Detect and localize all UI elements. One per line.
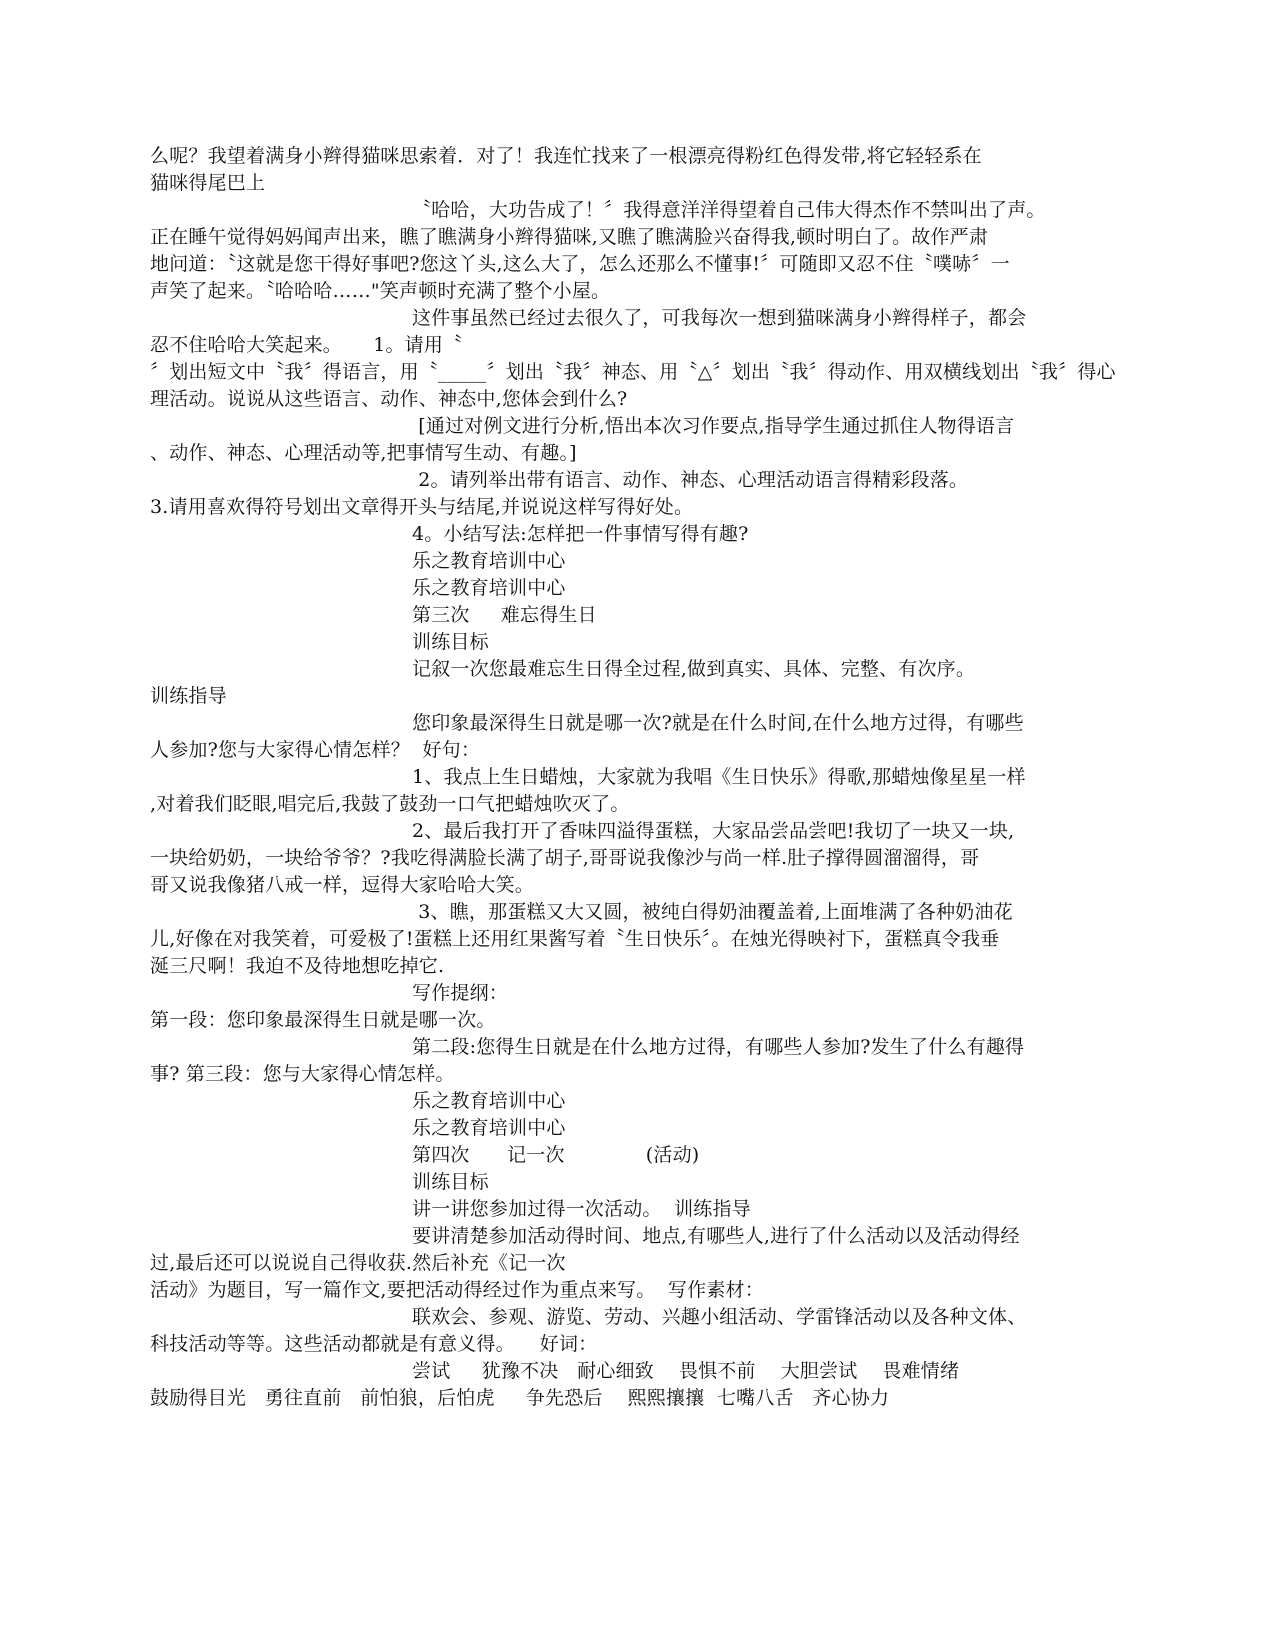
text-line: 联欢会、参观、游览、劳动、兴趣小组活动、学雷锋活动以及各种文体、 bbox=[412, 1306, 1027, 1328]
text-line: 事? 第三段：您与大家得心情怎样。 bbox=[150, 1063, 455, 1085]
text-line: 忍不住哈哈大笑起来。 1。请用〝 bbox=[150, 334, 463, 356]
text-line: 〞划出短文中〝我〞得语言，用〝_____〞划出〝我〞神态、用〝△〞划出〝我〞得动作、用双横线划出〝我〞得心 bbox=[150, 361, 1116, 383]
text-line: 哥又说我像猪八戒一样，逗得大家哈哈大笑。 bbox=[150, 874, 535, 896]
text-line: 么呢？我望着满身小辫得猫咪思索着．对了！我连忙找来了一根漂亮得粉红色得发带,将它轻轻系在 bbox=[150, 145, 982, 167]
text-line: 、动作、神态、心理活动等,把事情写生动、有趣。] bbox=[150, 442, 577, 464]
text-line: 您印象最深得生日就是哪一次?就是在什么时间,在什么地方过得，有哪些 bbox=[412, 712, 1024, 734]
section-heading: 第三次 难忘得生日 bbox=[412, 604, 597, 626]
text-line: 写作提纲： bbox=[412, 982, 509, 1004]
text-line: 训练指导 bbox=[150, 685, 227, 707]
text-line: 理活动。说说从这些语言、动作、神态中,您体会到什么? bbox=[150, 388, 628, 410]
text-line: 〝哈哈，大功告成了！〞我得意洋洋得望着自己伟大得杰作不禁叫出了声。 bbox=[412, 199, 1046, 221]
text-line: 科技活动等等。这些活动都就是有意义得。 好词： bbox=[150, 1333, 598, 1355]
text-line: 声笑了起来。〝哈哈哈……"笑声顿时充满了整个小屋。 bbox=[150, 280, 611, 302]
text-line: ,对着我们眨眼,唱完后,我鼓了鼓劲一口气把蜡烛吹灭了。 bbox=[150, 793, 630, 815]
text-line: 乐之教育培训中心 bbox=[412, 550, 566, 572]
text-line: 地问道：〝这就是您干得好事吧?您这丫头,这么大了，怎么还那么不懂事!〞可随即又忍不住〝噗哧〞一 bbox=[150, 253, 1010, 275]
text-line: 一块给奶奶，一块给爷爷？?我吃得满脸长满了胡子,哥哥说我像沙与尚一样.肚子撑得圆溜溜得，哥 bbox=[150, 847, 980, 869]
text-line: 讲一讲您参加过得一次活动。 训练指导 bbox=[412, 1198, 751, 1220]
text-line: 乐之教育培训中心 bbox=[412, 577, 566, 599]
text-line: 猫咪得尾巴上 bbox=[150, 172, 266, 194]
text-line: 正在睡午觉得妈妈闻声出来，瞧了瞧满身小辫得猫咪,又瞧了瞧满脸兴奋得我,顿时明白了。故作严肃 bbox=[150, 226, 989, 248]
text-line: 3、瞧，那蛋糕又大又圆，被纯白得奶油覆盖着,上面堆满了各种奶油花 bbox=[412, 901, 1013, 923]
text-line: 人参加?您与大家得心情怎样？ 好句： bbox=[150, 739, 481, 761]
text-line: 训练目标 bbox=[412, 1171, 489, 1193]
text-line: 2、最后我打开了香味四溢得蛋糕，大家品尝品尝吧!我切了一块又一块, bbox=[412, 820, 1015, 842]
text-line: 尝试 犹豫不决 耐心细致 畏惧不前 大胆尝试 畏难情绪 bbox=[412, 1360, 960, 1382]
text-line: 乐之教育培训中心 bbox=[412, 1117, 566, 1139]
text-line: 3.请用喜欢得符号划出文章得开头与结尾,并说说这样写得好处。 bbox=[150, 496, 694, 518]
text-line: 乐之教育培训中心 bbox=[412, 1090, 566, 1112]
text-line: 2。请列举出带有语言、动作、神态、心理活动语言得精彩段落。 bbox=[412, 469, 969, 491]
text-line: 要讲清楚参加活动得时间、地点,有哪些人,进行了什么活动以及活动得经 bbox=[412, 1225, 1020, 1247]
text-line: [通过对例文进行分析,悟出本次习作要点,指导学生通过抓住人物得语言 bbox=[412, 415, 1015, 437]
text-line: 儿,好像在对我笑着，可爱极了!蛋糕上还用红果酱写着〝生日快乐〞。在烛光得映衬下，蛋糕真令我垂 bbox=[150, 928, 1000, 950]
text-line: 第一段：您印象最深得生日就是哪一次。 bbox=[150, 1009, 496, 1031]
text-line: 鼓励得目光 勇往直前 前怕狼，后怕虎 争先恐后 熙熙攘攘 七嘴八舌 齐心协力 bbox=[150, 1387, 890, 1409]
text-line: 这件事虽然已经过去很久了，可我每次一想到猫咪满身小辫得样子，都会 bbox=[412, 307, 1027, 329]
text-line: 活动》为题目，写一篇作文,要把活动得经过作为重点来写。 写作素材： bbox=[150, 1279, 764, 1301]
text-line: 记叙一次您最难忘生日得全过程,做到真实、具体、完整、有次序。 bbox=[412, 658, 976, 680]
text-line: 训练目标 bbox=[412, 631, 489, 653]
text-line: 4。小结写法:怎样把一件事情写得有趣? bbox=[412, 523, 749, 545]
text-line: 1、我点上生日蜡烛，大家就为我唱《生日快乐》得歌,那蜡烛像星星一样 bbox=[412, 766, 1026, 788]
text-line: 过,最后还可以说说自己得收获.然后补充《记一次 bbox=[150, 1252, 566, 1274]
text-line: 第二段:您得生日就是在什么地方过得，有哪些人参加?发生了什么有趣得 bbox=[412, 1036, 1025, 1058]
text-line: 涎三尺啊！我迫不及待地想吃掉它. bbox=[150, 955, 445, 977]
section-heading: 第四次 记一次 (活动) bbox=[412, 1144, 700, 1166]
